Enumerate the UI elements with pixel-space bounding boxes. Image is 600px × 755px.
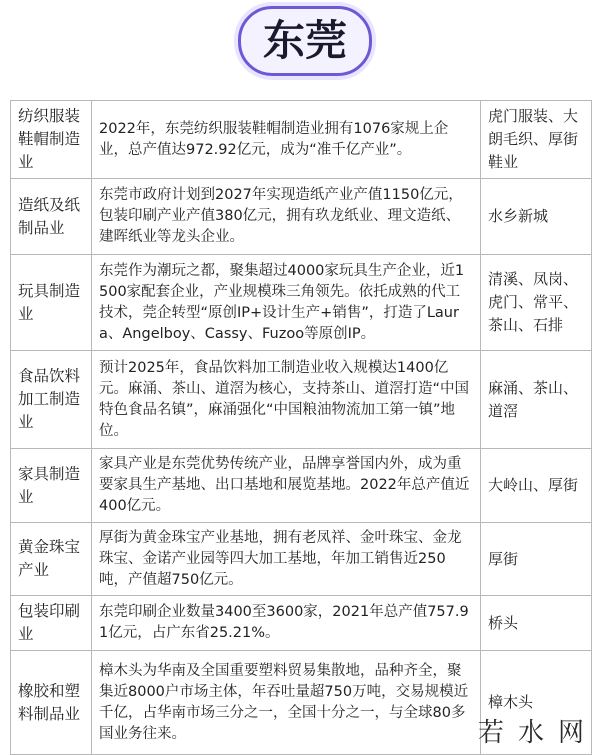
industry-table xyxy=(10,100,592,755)
table-row xyxy=(11,255,592,351)
table-row xyxy=(11,179,592,255)
industry-cell: 家具制造业 xyxy=(11,449,92,523)
description-cell: 樟木头为华南及全国重要塑料贸易集散地，品种齐全，聚集近8000户市场主体，年吞吐量超750万吨，交易规模近千亿，占华南市场三分之一，全国十分之一，与全球80多国业务往来。 xyxy=(92,651,481,755)
industry-cell: 造纸及纸制品业 xyxy=(11,179,92,255)
industry-cell: 黄金珠宝产业 xyxy=(11,523,92,596)
locations-cell: 麻涌、茶山、道滘 xyxy=(481,351,592,449)
description-cell: 厚街为黄金珠宝产业基地，拥有老凤祥、金叶珠宝、金龙珠宝、金诺产业园等四大加工基地，年加工销售近250吨，产值超750亿元。 xyxy=(92,523,481,596)
industry-cell: 食品饮料加工制造业 xyxy=(11,351,92,449)
locations-cell: 虎门服装、大朗毛织、厚街鞋业 xyxy=(481,101,592,179)
table-row xyxy=(11,351,592,449)
industry-cell: 纺织服装鞋帽制造业 xyxy=(11,101,92,179)
table-row xyxy=(11,523,592,596)
table-row xyxy=(11,596,592,651)
description-cell: 预计2025年，食品饮料加工制造业收入规模达1400亿元。麻涌、茶山、道滘为核心，支持茶山、道滘打造“中国特色食品名镇”，麻涌强化“中国粮油物流加工第一镇”地位。 xyxy=(92,351,481,449)
industry-cell: 包装印刷业 xyxy=(11,596,92,651)
description-cell: 家具产业是东莞优势传统产业，品牌享誉国内外，成为重要家具生产基地、出口基地和展览基地。2022年总产值近400亿元。 xyxy=(92,449,481,523)
table-row xyxy=(11,101,592,179)
description-cell: 东莞市政府计划到2027年实现造纸产业产值1150亿元，包装印刷产业产值380亿元，拥有玖龙纸业、理文造纸、建晖纸业等龙头企业。 xyxy=(92,179,481,255)
locations-cell: 桥头 xyxy=(481,596,592,651)
description-cell: 东莞作为潮玩之都，聚集超过4000家玩具生产企业，近1500家配套企业，产业规模珠三角领先。依托成熟的代工技术，莞企转型“原创IP+设计生产+销售”，打造了Laura、Angelboy、Cassy、Fuzoo等原创IP。 xyxy=(92,255,481,351)
page-title: 东莞 xyxy=(262,16,347,65)
locations-cell: 清溪、凤岗、虎门、常平、茶山、石排 xyxy=(481,255,592,351)
table-row xyxy=(11,449,592,523)
description-cell: 2022年，东莞纺织服装鞋帽制造业拥有1076家规上企业，总产值达972.92亿元，成为“准千亿产业”。 xyxy=(92,101,481,179)
industry-cell: 玩具制造业 xyxy=(11,255,92,351)
description-cell: 东莞印刷企业数量3400至3600家，2021年总产值757.91亿元，占广东省25.21%。 xyxy=(92,596,481,651)
locations-cell: 厚街 xyxy=(481,523,592,596)
locations-cell: 大岭山、厚街 xyxy=(481,449,592,523)
industry-cell: 橡胶和塑料制品业 xyxy=(11,651,92,755)
locations-cell: 水乡新城 xyxy=(481,179,592,255)
page-header xyxy=(0,0,600,100)
watermark-logo: 若水网 xyxy=(478,718,599,748)
locations-cell: 樟木头 xyxy=(481,651,592,755)
